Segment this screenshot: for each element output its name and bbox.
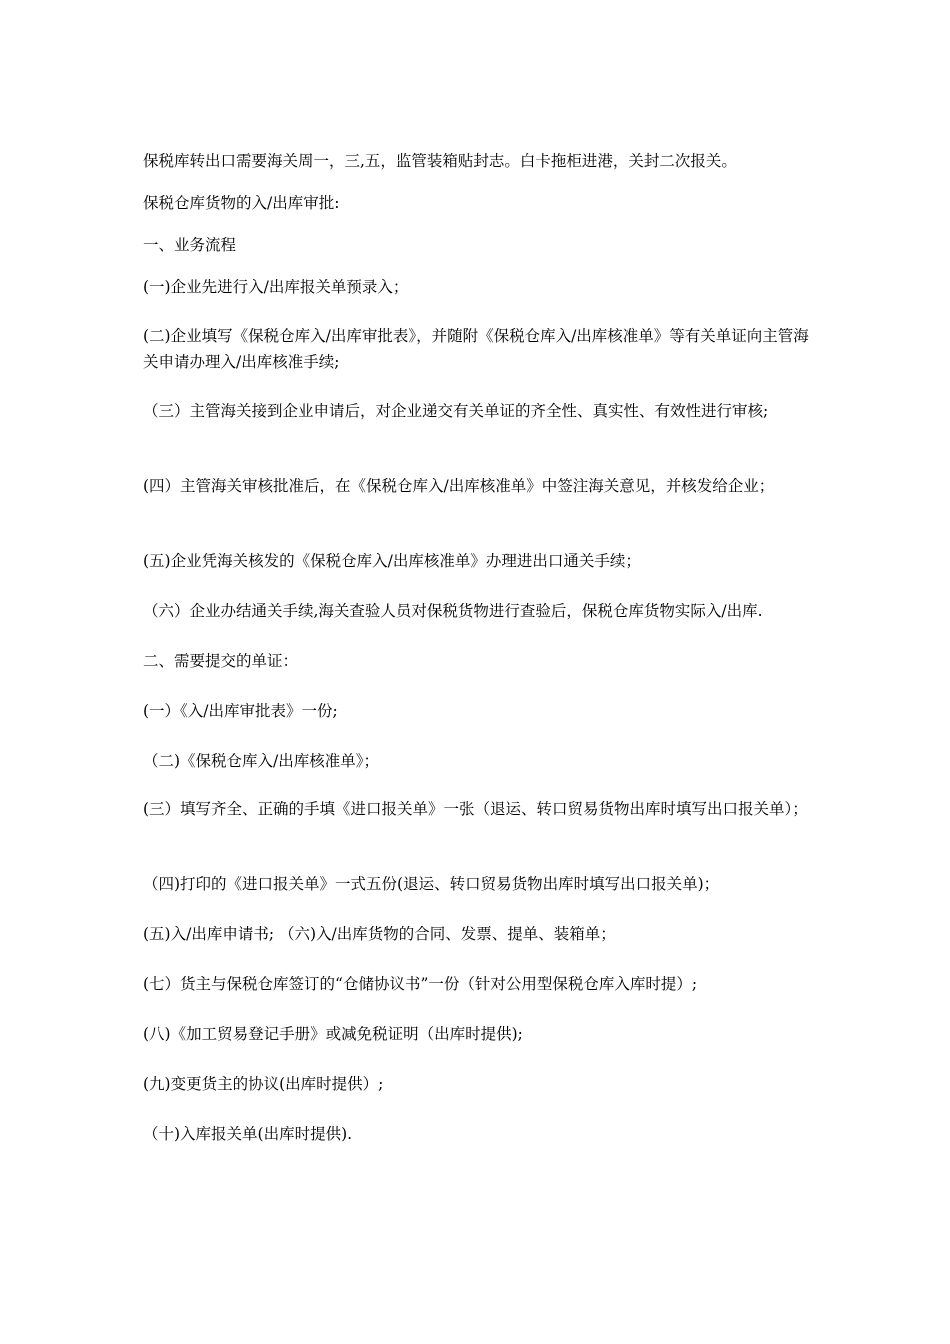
document-item-9: (九)变更货主的协议(出库时提供）; (143, 1075, 384, 1093)
section-heading-process: 一、业务流程 (143, 236, 237, 254)
document-item-2: （二)《保税仓库入/出库核准单》； (143, 752, 380, 770)
process-step-5: (五)企业凭海关核发的《保税仓库入/出库核准单》办理进出口通关手续； (143, 552, 641, 570)
process-step-2: (二)企业填写《保税仓库入/出库审批表》，并随附《保税仓库入/出库核准单》等有关单证向主管海关申请办理入/出库核准手续; (143, 327, 809, 371)
document-item-8: (八)《加工贸易登记手册》或减免税证明（出库时提供); (143, 1025, 523, 1043)
document-item-4: （四)打印的《进口报关单》一式五份(退运、转口贸易货物出库时填写出口报关单)； (143, 875, 720, 893)
document-item-10: （十)入库报关单(出库时提供). (143, 1125, 353, 1143)
process-step-3: （三）主管海关接到企业申请后，对企业递交有关单证的齐全性、真实性、有效性进行审核; (143, 402, 769, 420)
process-step-4: (四）主管海关审核批准后，在《保税仓库入/出库核准单》中签注海关意见，并核发给企业； (143, 477, 775, 495)
document-item-7: (七）货主与保税仓库签订的“仓储协议书”一份（针对公用型保税仓库入库时提）; (143, 975, 698, 993)
section-heading-documents: 二、需要提交的单证： (143, 652, 299, 670)
document-item-5-6: (五)入/出库申请书; （六)入/出库货物的合同、发票、提单、装箱单； (143, 925, 616, 943)
process-step-6: （六）企业办结通关手续,海关查验人员对保税货物进行查验后，保税仓库货物实际入/出库. (143, 602, 763, 620)
document-item-3: (三）填写齐全、正确的手填《进口报关单》一张（退运、转口贸易货物出库时填写出口报关单）； (143, 800, 808, 818)
paragraph-intro: 保税库转出口需要海关周一，三,五，监管装箱贴封志。白卡拖柜进港，关封二次报关。 (143, 152, 737, 170)
paragraph-approval-heading: 保税仓库货物的入/出库审批: (143, 194, 340, 212)
document-item-1: (一）《入/出库审批表》一份; (143, 702, 338, 720)
process-step-1: (一)企业先进行入/出库报关单预录入； (143, 278, 409, 296)
